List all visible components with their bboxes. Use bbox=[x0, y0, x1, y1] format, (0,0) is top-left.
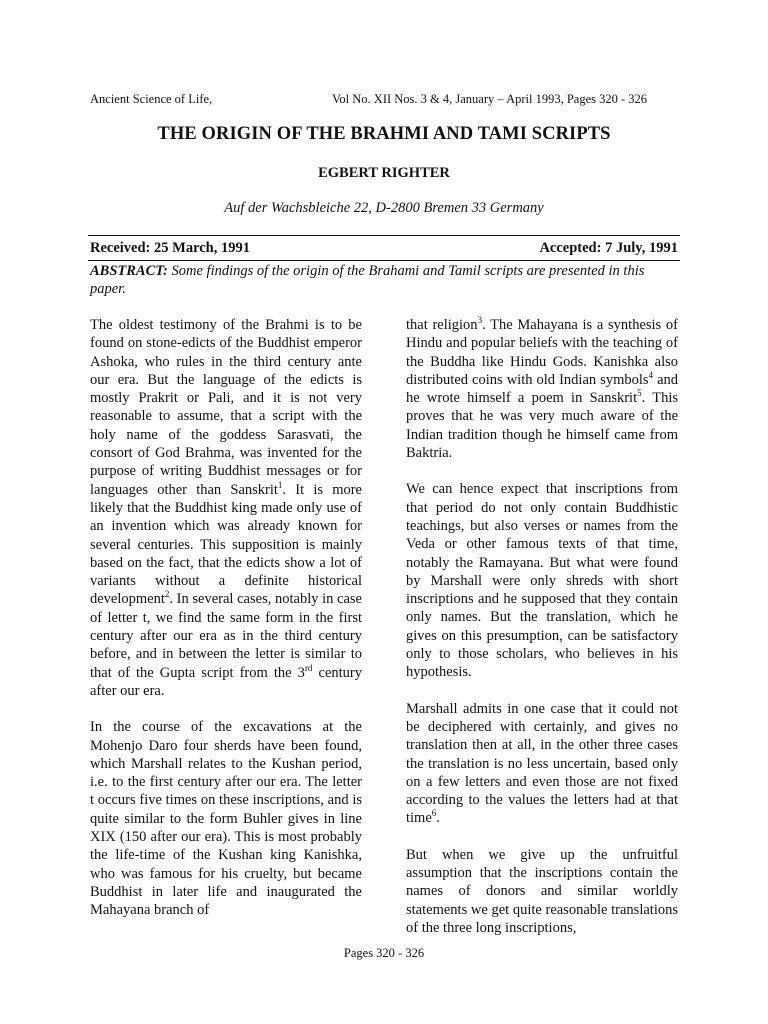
footnote-ref-3: 3 bbox=[477, 315, 483, 326]
body-paragraph-3 bbox=[406, 316, 678, 462]
body-paragraph-1 bbox=[90, 316, 362, 700]
author-name: EGBERT RIGHTER bbox=[318, 165, 450, 181]
p1-text-a: The oldest testimony of the Brahmi is to be found on stone-edicts of the Buddhist emperor Ashoka, who rules in the third century ante our era. But the language of the edicts is mostly Prakrit or Pali, and it is not very reasonable to assume, that a script with the holy name of the goddess Sarasvati, the consort of God Brahma, was invented for the purpose of writing Buddhist messages or for languages other than Sanskrit bbox=[90, 317, 362, 498]
body-paragraph-6: But when we give up the unfruitful assumption that the inscriptions contain the names of donors and similar worldly statements we get quite reasonable translations of the three long inscriptions, bbox=[406, 846, 678, 936]
author-affiliation: Auf der Wachsbleiche 22, D-2800 Bremen 33 Germany bbox=[224, 200, 544, 216]
body-paragraph-4: We can hence expect that inscriptions from that period do not only contain Buddhistic teachings, but also verses or names from the Veda or other famous texts of that time, notably the Ramayana. But what were found by Marshall were only shreds with short inscriptions and he supposed that they contain only names. But the translation, which he gives on this presumption, can be satisfactory only to those scholars, who believes in his hypothesis. bbox=[406, 481, 678, 681]
right-column bbox=[406, 316, 678, 955]
journal-citation: Vol No. XII Nos. 3 & 4, January – April 1993, Pages 320 - 326 bbox=[332, 92, 648, 106]
p3-text-d: . This proves that he was very much aware of the Indian tradition though he himself came from Baktria. bbox=[406, 390, 678, 462]
footnote-ref-2: 2 bbox=[164, 589, 170, 600]
footnote-ref-1: 1 bbox=[277, 479, 283, 490]
journal-name: Ancient Science of Life, bbox=[90, 92, 213, 106]
p1-text-d: century after our era. bbox=[90, 664, 363, 699]
p1-text-b: . It is more likely that the Buddhist king made only use of an invention which was already known for several centuries. This supposition is mainly based on the fact, that the edicts show a lot of variants without a definite historical development bbox=[90, 481, 362, 608]
abstract bbox=[90, 262, 678, 298]
accepted-date: Accepted: 7 July, 1991 bbox=[539, 240, 678, 256]
p3-text-c: and he wrote himself a poem in Sanskrit bbox=[406, 371, 679, 407]
abstract-label: ABSTRACT: bbox=[90, 263, 168, 279]
footnote-ref-6: 6 bbox=[431, 808, 437, 819]
running-header bbox=[90, 92, 678, 110]
p5-text-b: . bbox=[436, 810, 440, 827]
abstract-text: Some findings of the origin of the Brahami and Tamil scripts are presented in this paper. bbox=[90, 263, 645, 297]
top-rule bbox=[88, 235, 680, 236]
p3-text-a: that religion bbox=[406, 317, 478, 333]
body-paragraph-5 bbox=[406, 700, 678, 828]
left-column bbox=[90, 316, 362, 938]
p5-text-a: Marshall admits in one case that it could not be deciphered with certainly, and gives no translation then at all, in the other three cases the translation is no less uncertain, based only on a few letters and even those are not fixed according to the values the letters had at that time bbox=[406, 700, 678, 827]
page-footer: Pages 320 - 326 bbox=[343, 946, 425, 960]
footnote-ref-5: 5 bbox=[637, 388, 642, 399]
bottom-rule bbox=[88, 260, 680, 261]
ordinal-suffix: rd bbox=[304, 662, 313, 673]
paper-title: THE ORIGIN OF THE BRAHMI AND TAMI SCRIPTS bbox=[157, 124, 611, 144]
received-date: Received: 25 March, 1991 bbox=[90, 240, 250, 256]
p3-text-b: . The Mahayana is a synthesis of Hindu and popular beliefs with the teaching of the Buddha like Hindu Gods. Kanishka also distributed coins with old Indian symbols bbox=[406, 317, 678, 388]
dates-row bbox=[90, 240, 678, 258]
footnote-ref-4: 4 bbox=[648, 370, 654, 381]
p1-text-c: . In several cases, notably in case of letter t, we find the same form in the first century after our era as in the third century before, and in between the letter is similar to that of the Gupta script from the 3 bbox=[90, 591, 362, 681]
body-paragraph-2: In the course of the excavations at the Mohenjo Daro four sherds have been found, which Marshall relates to the Kushan period, i.e. to the first century after our era. The letter t occurs five times on these inscriptions, and is quite similar to the form Buhler gives in line XIX (150 after our era). This is most probably the life-time of the Kushan king Kanishka, who was famous for his cruelty, but became Buddhist in later life and inaugurated the Mahayana branch of bbox=[90, 719, 362, 919]
